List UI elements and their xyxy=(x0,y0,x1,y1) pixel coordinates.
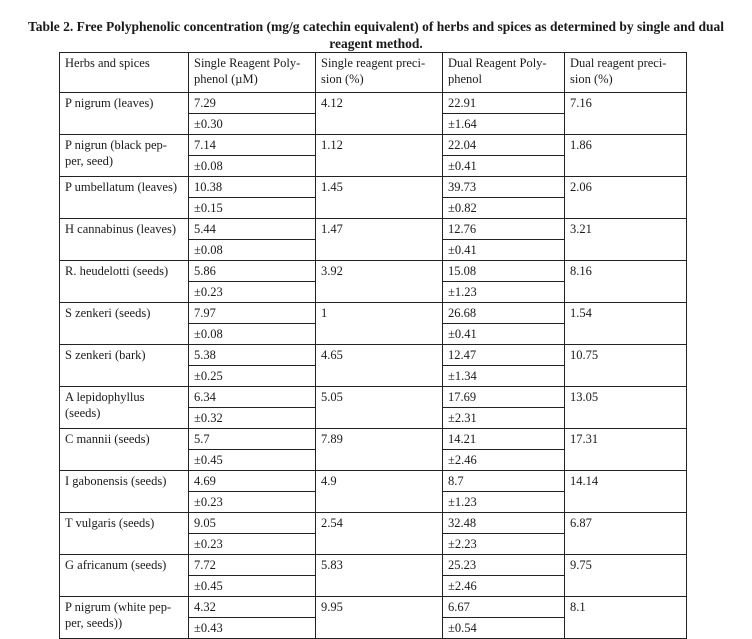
single-precision-cell: 5.05 xyxy=(316,387,443,429)
header-row xyxy=(60,53,687,93)
single-precision-cell: 4.12 xyxy=(316,93,443,135)
single-sd-cell: ±0.30 xyxy=(189,114,316,135)
herb-name-cell: I gabonensis (seeds) xyxy=(60,471,189,513)
single-precision-cell: 4.65 xyxy=(316,345,443,387)
herb-name-cell: C mannii (seeds) xyxy=(60,429,189,471)
table-row xyxy=(60,429,687,450)
table-row xyxy=(60,471,687,492)
single-sd-cell: ±0.15 xyxy=(189,198,316,219)
header-dual-polyphenol: Dual Reagent Poly-phenol xyxy=(443,53,565,93)
single-polyphenol-cell: 7.97 xyxy=(189,303,316,324)
dual-precision-cell: 8.16 xyxy=(565,261,687,303)
dual-sd-cell: ±0.41 xyxy=(443,324,565,345)
single-precision-cell: 9.95 xyxy=(316,597,443,639)
single-sd-cell: ±0.45 xyxy=(189,576,316,597)
dual-sd-cell: ±2.46 xyxy=(443,576,565,597)
single-polyphenol-cell: 7.29 xyxy=(189,93,316,114)
header-dual-precision: Dual reagent preci-sion (%) xyxy=(565,53,687,93)
dual-sd-cell: ±1.23 xyxy=(443,282,565,303)
caption-line-1: Table 2. Free Polyphenolic concentration (mg/g catechin equivalent) of herbs and spices as determined by single and dual xyxy=(27,19,724,34)
single-precision-cell: 7.89 xyxy=(316,429,443,471)
dual-sd-cell: ±2.46 xyxy=(443,450,565,471)
dual-polyphenol-cell: 39.73 xyxy=(443,177,565,198)
header-single-polyphenol: Single Reagent Poly-phenol (µM) xyxy=(189,53,316,93)
herb-name-cell: S zenkeri (bark) xyxy=(60,345,189,387)
dual-polyphenol-cell: 14.21 xyxy=(443,429,565,450)
caption-line-2: reagent method. xyxy=(329,36,423,51)
herb-name-cell: A lepidophyllus (seeds) xyxy=(60,387,189,429)
dual-polyphenol-cell: 15.08 xyxy=(443,261,565,282)
header-single-precision: Single reagent preci-sion (%) xyxy=(316,53,443,93)
single-precision-cell: 1.45 xyxy=(316,177,443,219)
herb-name-cell: P nigrun (black pep-per, seed) xyxy=(60,135,189,177)
dual-sd-cell: ±2.23 xyxy=(443,534,565,555)
dual-polyphenol-cell: 12.47 xyxy=(443,345,565,366)
dual-precision-cell: 7.16 xyxy=(565,93,687,135)
dual-polyphenol-cell: 12.76 xyxy=(443,219,565,240)
single-sd-cell: ±0.08 xyxy=(189,156,316,177)
single-precision-cell: 5.83 xyxy=(316,555,443,597)
single-sd-cell: ±0.45 xyxy=(189,450,316,471)
dual-polyphenol-cell: 6.67 xyxy=(443,597,565,618)
single-precision-cell: 3.92 xyxy=(316,261,443,303)
table-row xyxy=(60,219,687,240)
dual-polyphenol-cell: 32.48 xyxy=(443,513,565,534)
table-row xyxy=(60,135,687,156)
single-sd-cell: ±0.08 xyxy=(189,324,316,345)
table-row xyxy=(60,93,687,114)
single-polyphenol-cell: 5.44 xyxy=(189,219,316,240)
dual-polyphenol-cell: 8.7 xyxy=(443,471,565,492)
dual-precision-cell: 10.75 xyxy=(565,345,687,387)
dual-sd-cell: ±1.23 xyxy=(443,492,565,513)
dual-polyphenol-cell: 25.23 xyxy=(443,555,565,576)
single-sd-cell: ±0.43 xyxy=(189,618,316,639)
herb-name-cell: S zenkeri (seeds) xyxy=(60,303,189,345)
single-sd-cell: ±0.23 xyxy=(189,492,316,513)
dual-sd-cell: ±1.34 xyxy=(443,366,565,387)
single-polyphenol-cell: 5.38 xyxy=(189,345,316,366)
single-sd-cell: ±0.23 xyxy=(189,534,316,555)
dual-precision-cell: 17.31 xyxy=(565,429,687,471)
herb-name-cell: G africanum (seeds) xyxy=(60,555,189,597)
single-polyphenol-cell: 10.38 xyxy=(189,177,316,198)
single-precision-cell: 1.12 xyxy=(316,135,443,177)
herb-name-cell: P nigrum (leaves) xyxy=(60,93,189,135)
table-caption xyxy=(10,18,742,52)
herb-name-cell: P nigrum (white pep-per, seeds)) xyxy=(60,597,189,639)
single-sd-cell: ±0.08 xyxy=(189,240,316,261)
herb-name-cell: P umbellatum (leaves) xyxy=(60,177,189,219)
dual-precision-cell: 14.14 xyxy=(565,471,687,513)
dual-precision-cell: 1.54 xyxy=(565,303,687,345)
table-row xyxy=(60,303,687,324)
header-herbs: Herbs and spices xyxy=(60,53,189,93)
table-body xyxy=(60,53,687,639)
table-row xyxy=(60,597,687,618)
single-precision-cell: 2.54 xyxy=(316,513,443,555)
single-polyphenol-cell: 7.14 xyxy=(189,135,316,156)
single-polyphenol-cell: 4.69 xyxy=(189,471,316,492)
table-row xyxy=(60,555,687,576)
single-precision-cell: 1.47 xyxy=(316,219,443,261)
dual-polyphenol-cell: 22.91 xyxy=(443,93,565,114)
dual-sd-cell: ±0.41 xyxy=(443,240,565,261)
dual-precision-cell: 8.1 xyxy=(565,597,687,639)
single-polyphenol-cell: 9.05 xyxy=(189,513,316,534)
table-row xyxy=(60,345,687,366)
single-polyphenol-cell: 5.86 xyxy=(189,261,316,282)
single-polyphenol-cell: 4.32 xyxy=(189,597,316,618)
dual-polyphenol-cell: 22.04 xyxy=(443,135,565,156)
table-row xyxy=(60,177,687,198)
dual-sd-cell: ±1.64 xyxy=(443,114,565,135)
single-polyphenol-cell: 6.34 xyxy=(189,387,316,408)
dual-precision-cell: 6.87 xyxy=(565,513,687,555)
single-polyphenol-cell: 5.7 xyxy=(189,429,316,450)
dual-sd-cell: ±0.41 xyxy=(443,156,565,177)
dual-precision-cell: 13.05 xyxy=(565,387,687,429)
dual-sd-cell: ±0.54 xyxy=(443,618,565,639)
table-row xyxy=(60,513,687,534)
table-row xyxy=(60,387,687,408)
single-precision-cell: 1 xyxy=(316,303,443,345)
dual-precision-cell: 3.21 xyxy=(565,219,687,261)
single-precision-cell: 4.9 xyxy=(316,471,443,513)
herb-name-cell: H cannabinus (leaves) xyxy=(60,219,189,261)
dual-sd-cell: ±0.82 xyxy=(443,198,565,219)
dual-precision-cell: 9.75 xyxy=(565,555,687,597)
dual-polyphenol-cell: 26.68 xyxy=(443,303,565,324)
dual-sd-cell: ±2.31 xyxy=(443,408,565,429)
dual-precision-cell: 2.06 xyxy=(565,177,687,219)
table-row xyxy=(60,261,687,282)
single-sd-cell: ±0.25 xyxy=(189,366,316,387)
herb-name-cell: T vulgaris (seeds) xyxy=(60,513,189,555)
polyphenol-table xyxy=(59,52,687,639)
dual-precision-cell: 1.86 xyxy=(565,135,687,177)
herb-name-cell: R. heudelotti (seeds) xyxy=(60,261,189,303)
single-sd-cell: ±0.32 xyxy=(189,408,316,429)
dual-polyphenol-cell: 17.69 xyxy=(443,387,565,408)
single-sd-cell: ±0.23 xyxy=(189,282,316,303)
single-polyphenol-cell: 7.72 xyxy=(189,555,316,576)
